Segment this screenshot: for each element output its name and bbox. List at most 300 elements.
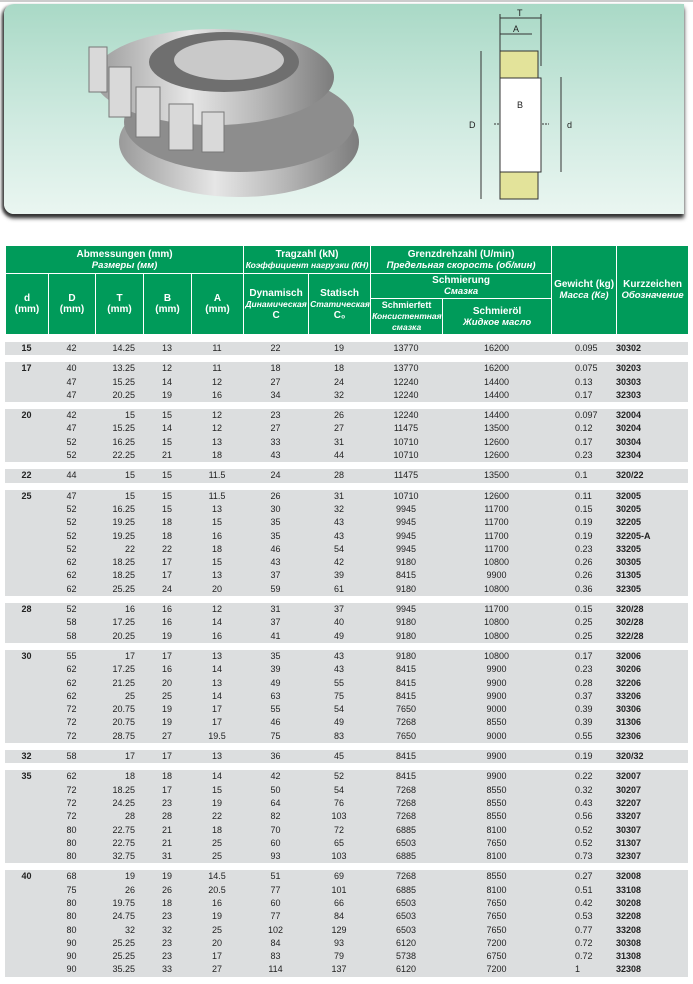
cell-weight: 0.22 (575, 771, 593, 782)
header-lubrication: Schmierung Смазка (371, 274, 552, 299)
cell-designation: 33206 (616, 690, 642, 701)
cell-dynamic-C: 46 (270, 543, 281, 554)
cell-static-C0: 75 (333, 690, 344, 701)
cell-designation: 302/28 (616, 617, 644, 628)
cell-oil-speed: 10800 (483, 583, 510, 594)
cell-bore-d: 17 (21, 363, 32, 374)
header-weight: Gewicht (kg) Масса (Кг) (552, 246, 617, 335)
cell-width-T: 19 (124, 871, 135, 882)
cell-width-T: 28 (124, 811, 135, 822)
cell-outer-D: 62 (66, 677, 77, 688)
cell-designation: 33207 (616, 811, 642, 822)
cell-outer-D: 47 (66, 376, 77, 387)
cell-oil-speed: 11700 (484, 503, 509, 514)
cell-bore-d (5, 837, 48, 850)
cell-designation: 32205 (616, 517, 642, 528)
cell-dynamic-C: 39 (270, 664, 281, 675)
cell-designation: 30304 (616, 436, 642, 447)
cell-bore-d: 30 (21, 650, 32, 661)
cell-weight: 0.55 (575, 730, 593, 741)
label-D: D (469, 120, 476, 130)
cell-weight: 0.52 (575, 824, 593, 835)
header-A: A (mm) (192, 274, 244, 335)
cell-grease-speed: 8415 (395, 677, 417, 688)
cell-width-T: 19.25 (112, 517, 135, 528)
cell-static-C0: 84 (333, 911, 344, 922)
cell-designation: 32304 (616, 450, 642, 461)
cell-width-B: 19 (161, 704, 172, 715)
cell-grease-speed: 11475 (393, 470, 419, 481)
cell-grease-speed: 8415 (395, 664, 417, 675)
cell-width-T: 15.25 (112, 423, 135, 434)
cell-outer-D: 68 (66, 871, 77, 882)
cell-width-T: 22.75 (112, 824, 135, 835)
bore-group (5, 770, 688, 863)
cell-width-B: 12 (161, 363, 172, 374)
cell-oil-speed: 9900 (486, 690, 507, 701)
cell-width-T: 22.75 (112, 837, 135, 848)
cell-width-T: 25.25 (112, 951, 135, 962)
cell-oil-speed: 10800 (483, 630, 510, 641)
cell-width-B: 15 (161, 490, 172, 501)
table-row (5, 583, 688, 596)
cell-static-C0: 32 (333, 503, 344, 514)
cell-bore-d (5, 616, 48, 629)
cell-grease-speed: 9180 (395, 630, 417, 641)
cell-oil-speed: 7650 (486, 837, 507, 848)
cell-A: 13 (211, 677, 222, 688)
bore-group (5, 469, 688, 482)
header-grease: Schmierfett Консистентная смазка (371, 299, 443, 335)
cell-grease-speed: 6503 (395, 924, 417, 935)
bearing-spec-table-header (5, 245, 689, 335)
cell-designation: 30308 (616, 937, 642, 948)
table-row (5, 824, 688, 837)
cell-grease-speed: 6885 (395, 824, 417, 835)
cell-oil-speed: 8550 (486, 811, 507, 822)
cell-bore-d (5, 797, 48, 810)
cell-outer-D: 62 (66, 771, 77, 782)
cell-grease-speed: 7268 (395, 871, 417, 882)
cell-designation: 30303 (616, 376, 642, 387)
cell-outer-D: 90 (66, 937, 77, 948)
cell-grease-speed: 12240 (393, 376, 419, 387)
cell-static-C0: 43 (333, 517, 344, 528)
table-row (5, 616, 688, 629)
cell-bore-d (5, 850, 48, 863)
cell-bore-d (5, 422, 48, 435)
cell-grease-speed: 10710 (393, 490, 419, 501)
cell-outer-D: 62 (66, 690, 77, 701)
bearing-spec-table-body (5, 342, 688, 984)
cell-bore-d (5, 503, 48, 516)
table-row (5, 910, 688, 923)
cell-dynamic-C: 64 (270, 797, 281, 808)
cell-weight: 0.26 (575, 557, 593, 568)
cell-designation: 32004 (616, 410, 642, 421)
top-border (0, 0, 693, 2)
cell-width-B: 14 (161, 376, 172, 387)
cell-dynamic-C: 60 (270, 897, 281, 908)
cell-bore-d: 28 (21, 604, 32, 615)
cell-oil-speed: 16200 (483, 363, 510, 374)
cell-width-B: 17 (161, 784, 172, 795)
cell-bore-d (5, 376, 48, 389)
cell-weight: 0.28 (575, 677, 593, 688)
cell-grease-speed: 9945 (395, 543, 417, 554)
cell-grease-speed: 10710 (393, 436, 419, 447)
cell-width-T: 19.25 (112, 530, 135, 541)
cell-oil-speed: 11700 (484, 530, 509, 541)
cell-grease-speed: 11475 (393, 423, 419, 434)
cell-designation: 32305 (616, 583, 642, 594)
table-row (5, 650, 688, 663)
cell-bore-d (5, 449, 48, 462)
cell-designation: 32307 (616, 851, 642, 862)
cell-grease-speed: 6120 (395, 937, 417, 948)
cell-outer-D: 62 (66, 570, 77, 581)
cell-dynamic-C: 77 (270, 884, 281, 895)
cell-outer-D: 52 (66, 503, 77, 514)
cell-dynamic-C: 31 (270, 604, 281, 615)
cell-A: 11.5 (208, 490, 226, 501)
cell-static-C0: 40 (333, 617, 344, 628)
cell-static-C0: 52 (333, 771, 344, 782)
cell-dynamic-C: 59 (270, 583, 281, 594)
cell-outer-D: 47 (66, 423, 77, 434)
cell-A: 16 (211, 389, 222, 400)
cell-grease-speed: 12240 (393, 389, 419, 400)
cell-designation: 320/28 (616, 604, 644, 615)
table-row (5, 469, 688, 482)
cell-width-T: 15 (124, 470, 135, 481)
cell-A: 16 (211, 897, 222, 908)
cell-bore-d: 35 (21, 771, 32, 782)
cell-weight: 0.39 (575, 704, 593, 715)
cell-weight: 0.1 (575, 470, 588, 481)
cell-bore-d (5, 516, 48, 529)
cell-dynamic-C: 35 (270, 650, 281, 661)
cell-width-B: 27 (161, 730, 172, 741)
cell-oil-speed: 12600 (483, 490, 510, 501)
cell-weight: 0.17 (575, 389, 593, 400)
cell-designation: 32008 (616, 871, 642, 882)
cell-bore-d (5, 784, 48, 797)
table-row (5, 556, 688, 569)
cell-designation: 320/32 (616, 751, 644, 762)
cell-bore-d (5, 569, 48, 582)
cell-static-C0: 103 (331, 851, 347, 862)
cell-grease-speed: 9945 (395, 517, 417, 528)
cell-dynamic-C: 33 (270, 436, 281, 447)
table-row (5, 897, 688, 910)
cell-grease-speed: 6503 (395, 837, 417, 848)
cell-outer-D: 52 (66, 604, 77, 615)
cell-bore-d (5, 730, 48, 743)
cell-width-B: 17 (161, 570, 172, 581)
cell-dynamic-C: 55 (270, 704, 281, 715)
cell-static-C0: 69 (333, 871, 344, 882)
table-row (5, 436, 688, 449)
cell-dynamic-C: 63 (270, 690, 281, 701)
cell-width-B: 25 (161, 690, 172, 701)
cell-width-B: 16 (161, 604, 172, 615)
cell-outer-D: 40 (66, 363, 77, 374)
cell-bore-d (5, 436, 48, 449)
cell-dynamic-C: 18 (270, 363, 281, 374)
cell-weight: 0.097 (575, 410, 598, 421)
cell-oil-speed: 14400 (483, 376, 510, 387)
cell-outer-D: 52 (66, 450, 77, 461)
cell-designation: 30208 (616, 897, 642, 908)
cell-outer-D: 80 (66, 851, 77, 862)
cell-outer-D: 44 (66, 470, 77, 481)
cell-A: 19 (211, 797, 222, 808)
cell-A: 19.5 (208, 730, 226, 741)
cell-outer-D: 72 (66, 811, 77, 822)
cell-weight: 0.51 (575, 884, 593, 895)
cell-width-T: 26 (124, 884, 135, 895)
cell-designation: 32308 (616, 964, 642, 975)
cell-dynamic-C: 82 (270, 811, 281, 822)
cell-outer-D: 47 (66, 490, 77, 501)
cell-static-C0: 54 (333, 704, 344, 715)
cell-A: 14.5 (208, 871, 226, 882)
table-row (5, 690, 688, 703)
cell-oil-speed: 14400 (483, 410, 510, 421)
cell-width-B: 24 (161, 583, 172, 594)
cell-A: 25 (211, 851, 222, 862)
cell-dynamic-C: 37 (270, 617, 281, 628)
cell-width-T: 17.25 (112, 664, 135, 675)
cell-width-B: 15 (161, 436, 172, 447)
table-row (5, 677, 688, 690)
cell-dynamic-C: 46 (270, 717, 281, 728)
table-row (5, 884, 688, 897)
cell-weight: 0.075 (575, 363, 598, 374)
cell-oil-speed: 9900 (486, 677, 507, 688)
cell-oil-speed: 9900 (486, 751, 507, 762)
cell-width-B: 17 (161, 751, 172, 762)
cell-width-B: 23 (161, 911, 172, 922)
tapered-roller-bearing-image (74, 12, 364, 212)
cell-width-T: 15.25 (112, 376, 135, 387)
cell-A: 18 (211, 824, 222, 835)
table-row (5, 810, 688, 823)
cell-outer-D: 52 (66, 517, 77, 528)
cell-width-B: 31 (161, 851, 172, 862)
cell-designation: 322/28 (616, 630, 644, 641)
cell-static-C0: 28 (333, 470, 344, 481)
cell-width-T: 18.25 (112, 557, 135, 568)
cell-static-C0: 103 (331, 811, 347, 822)
cell-designation: 32303 (616, 389, 642, 400)
cell-oil-speed: 8100 (486, 824, 507, 835)
label-B: B (517, 100, 524, 110)
cell-width-B: 18 (161, 897, 172, 908)
cell-bore-d: 15 (21, 343, 32, 353)
cell-static-C0: 31 (333, 490, 344, 501)
cell-designation: 31306 (616, 717, 642, 728)
cell-dynamic-C: 35 (270, 530, 281, 541)
cell-width-B: 19 (161, 389, 172, 400)
cell-width-B: 28 (161, 811, 172, 822)
cell-bore-d (5, 937, 48, 950)
table-row (5, 850, 688, 863)
bore-group (5, 409, 688, 462)
cell-bore-d (5, 556, 48, 569)
cell-width-T: 25 (124, 690, 135, 701)
cell-weight: 0.73 (575, 851, 593, 862)
cell-width-B: 19 (161, 630, 172, 641)
cell-weight: 0.56 (575, 811, 593, 822)
cell-static-C0: 72 (333, 824, 344, 835)
cell-weight: 0.13 (575, 376, 593, 387)
cell-dynamic-C: 43 (270, 557, 281, 568)
cell-bore-d (5, 677, 48, 690)
cell-width-B: 13 (161, 343, 172, 353)
cell-oil-speed: 8550 (486, 871, 507, 882)
cell-A: 15 (211, 784, 222, 795)
cell-width-B: 15 (161, 410, 172, 421)
cell-A: 15 (211, 517, 222, 528)
cell-dynamic-C: 42 (270, 771, 281, 782)
cell-designation: 30204 (616, 423, 642, 434)
cell-width-T: 16.25 (112, 436, 135, 447)
cell-A: 13 (211, 751, 222, 762)
cell-A: 16 (211, 630, 222, 641)
cell-outer-D: 47 (66, 389, 77, 400)
cell-width-B: 19 (161, 717, 172, 728)
cell-width-T: 14.25 (112, 343, 135, 353)
cell-designation: 30305 (616, 557, 642, 568)
cell-A: 11 (212, 363, 222, 374)
cell-designation: 30206 (616, 664, 642, 675)
cell-outer-D: 58 (66, 751, 77, 762)
cell-designation: 32206 (616, 677, 642, 688)
cell-width-T: 18 (124, 771, 135, 782)
header-load: Tragzahl (kN) Коэффициент нагрузки (КН) (244, 246, 371, 274)
cell-oil-speed: 9900 (486, 771, 507, 782)
cell-designation: 32006 (616, 650, 642, 661)
cell-oil-speed: 11700 (484, 517, 509, 528)
cell-A: 17 (211, 951, 222, 962)
cell-grease-speed: 9180 (395, 650, 417, 661)
cell-static-C0: 137 (331, 964, 347, 975)
cell-width-T: 24.75 (112, 911, 135, 922)
cell-oil-speed: 8550 (486, 797, 507, 808)
table-row (5, 490, 688, 503)
cell-static-C0: 27 (333, 423, 344, 434)
table-row (5, 389, 688, 402)
bore-group (5, 362, 688, 402)
table-row (5, 516, 688, 529)
header-T: T (mm) (96, 274, 144, 335)
cell-weight: 0.39 (575, 717, 593, 728)
cell-bore-d: 25 (21, 490, 32, 501)
cell-static-C0: 54 (333, 784, 344, 795)
cell-grease-speed: 7268 (395, 797, 417, 808)
cell-oil-speed: 13500 (483, 423, 510, 434)
cell-designation: 31305 (616, 570, 642, 581)
cell-outer-D: 90 (66, 951, 77, 962)
header-code: Kurzzeichen Обозначение (617, 246, 689, 335)
cell-bore-d: 32 (21, 751, 32, 762)
cell-designation: 31307 (616, 837, 642, 848)
header-static: Statisch Статическая C₀ (309, 274, 371, 335)
header-D: D (mm) (49, 274, 96, 335)
cell-oil-speed: 10800 (483, 557, 510, 568)
cell-designation: 30205 (616, 503, 642, 514)
cell-bore-d (5, 543, 48, 556)
cell-oil-speed: 9900 (486, 664, 507, 675)
cell-width-B: 23 (161, 797, 172, 808)
cell-designation: 30306 (616, 704, 642, 715)
cell-weight: 0.23 (575, 543, 593, 554)
cell-dynamic-C: 114 (268, 964, 283, 975)
cell-A: 20.5 (208, 884, 226, 895)
cell-bore-d: 20 (21, 410, 32, 421)
cell-outer-D: 52 (66, 436, 77, 447)
cell-A: 12 (211, 376, 222, 387)
cell-A: 14 (211, 617, 222, 628)
cell-designation: 32005 (616, 490, 642, 501)
cell-width-B: 21 (161, 824, 172, 835)
cell-grease-speed: 9945 (395, 503, 417, 514)
cell-weight: 1 (575, 964, 581, 975)
cell-width-B: 21 (161, 450, 172, 461)
cell-outer-D: 75 (66, 884, 77, 895)
table-row (5, 503, 688, 516)
cell-static-C0: 79 (333, 951, 344, 962)
cell-width-B: 17 (161, 557, 172, 568)
header-dimensions: Abmessungen (mm) Размеры (мм) (6, 246, 244, 274)
cell-dynamic-C: 24 (270, 470, 281, 481)
cell-weight: 0.19 (575, 751, 593, 762)
cell-outer-D: 58 (66, 630, 77, 641)
cell-A: 25 (211, 837, 222, 848)
cell-static-C0: 65 (333, 837, 344, 848)
cell-oil-speed: 10800 (483, 650, 510, 661)
cell-static-C0: 24 (333, 376, 344, 387)
cell-weight: 0.23 (575, 664, 593, 675)
cell-oil-speed: 13500 (483, 470, 510, 481)
table-row (5, 963, 688, 976)
cell-A: 17 (211, 717, 222, 728)
cell-bore-d (5, 910, 48, 923)
cell-weight: 0.77 (575, 924, 593, 935)
cell-dynamic-C: 35 (270, 517, 281, 528)
cell-weight: 0.26 (575, 570, 593, 581)
cell-width-B: 19 (161, 871, 172, 882)
bore-group (5, 650, 688, 743)
cell-grease-speed: 5738 (395, 951, 417, 962)
cell-grease-speed: 10710 (393, 450, 419, 461)
cell-A: 11.5 (208, 470, 226, 481)
cell-A: 18 (211, 543, 222, 554)
label-d: d (567, 120, 573, 130)
cell-weight: 0.095 (575, 343, 598, 353)
cell-grease-speed: 6885 (395, 884, 417, 895)
cell-width-T: 15 (124, 410, 135, 421)
label-A: A (513, 24, 520, 34)
cell-A: 12 (211, 423, 222, 434)
cell-weight: 0.15 (575, 604, 593, 615)
cell-dynamic-C: 30 (270, 503, 281, 514)
table-row (5, 342, 688, 355)
cell-oil-speed: 8100 (486, 884, 507, 895)
cell-width-B: 22 (161, 543, 172, 554)
